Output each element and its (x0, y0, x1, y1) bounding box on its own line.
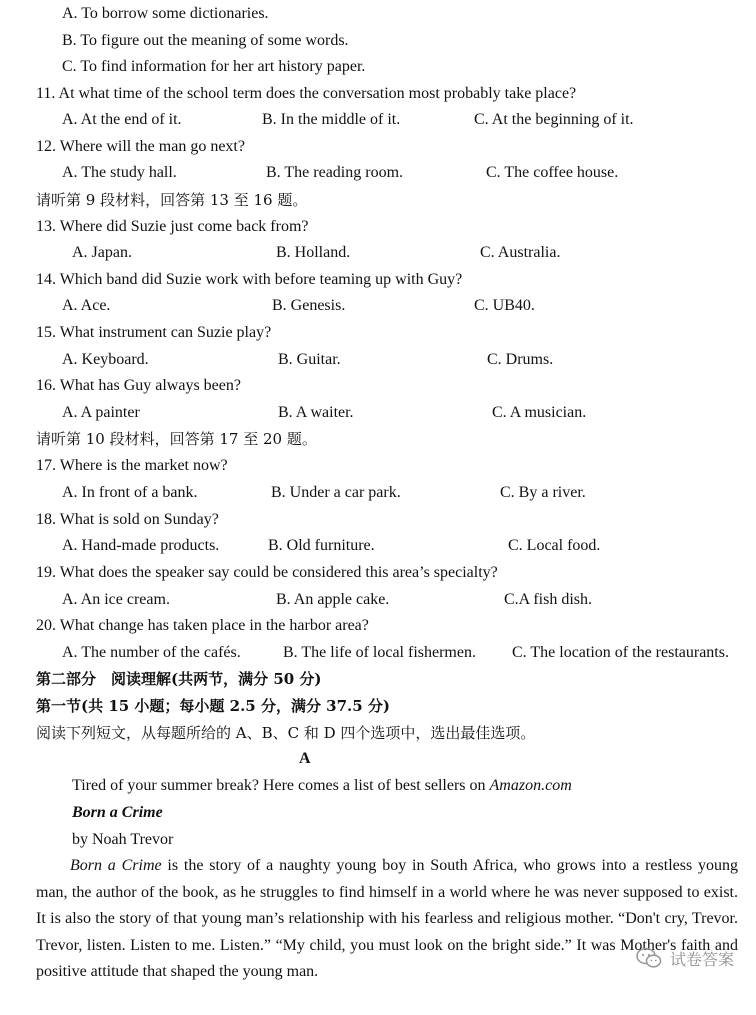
question-stem: 11. At what time of the school term does the conversation most probably take place? (36, 85, 577, 102)
option-c: C. The location of the restaurants. (512, 644, 729, 661)
watermark (636, 945, 734, 971)
passage-body-text: is the story of a naughty young boy in South Africa, who grows into a restless young man, the author of the book, as he struggles to find himself in a world where he was never supposed to exist. It is also the story of that young man’s relationship with his fearless and religious mother. “Don't cry, Trevor. Trevor, listen. Listen to me. Listen.” “My child, you must look on the bright side.” It was Mother's faith and positive attitude that shaped the young man. (36, 857, 739, 981)
q10-option-c: C. To find information for her art history paper. (62, 58, 366, 75)
q10-option-a: A. To borrow some dictionaries. (62, 5, 269, 22)
option-b: B. Genesis. (272, 297, 346, 314)
question-stem: 13. Where did Suzie just come back from? (36, 218, 309, 235)
option-c: C. At the beginning of it. (474, 111, 634, 128)
section-heading: 第一节(共 15 小题；每小题 2.5 分，满分 37.5 分) (36, 697, 391, 715)
option-a: A. Japan. (72, 244, 132, 261)
question-stem: 17. Where is the market now? (36, 457, 228, 474)
option-a: A. An ice cream. (62, 591, 170, 608)
option-b: B. Guitar. (278, 351, 341, 368)
option-b: B. An apple cake. (276, 591, 390, 608)
option-b: B. A waiter. (278, 404, 354, 421)
watermark-text: 试卷答案 (669, 949, 734, 969)
option-c: C. A musician. (492, 404, 587, 421)
option-c: C. By a river. (500, 484, 586, 501)
option-b: B. Holland. (276, 244, 351, 261)
option-b: B. Old furniture. (268, 537, 375, 554)
option-a: A. Keyboard. (62, 351, 149, 368)
book-title: Born a Crime (72, 804, 163, 821)
option-c: C. The coffee house. (486, 164, 619, 181)
question-stem: 15. What instrument can Suzie play? (36, 324, 272, 341)
section-instruction: 请听第 10 段材料，回答第 17 至 20 题。 (36, 430, 317, 448)
option-a: A. Hand-made products. (62, 537, 220, 554)
option-b: B. In the middle of it. (262, 111, 401, 128)
question-stem: 18. What is sold on Sunday? (36, 511, 219, 528)
question-stem: 14. Which band did Suzie work with before teaming up with Guy? (36, 271, 463, 288)
option-a: A. A painter (62, 404, 140, 421)
passage-label: A (299, 750, 311, 767)
question-stem: 16. What has Guy always been? (36, 377, 241, 394)
option-b: B. The reading room. (266, 164, 404, 181)
question-stem: 20. What change has taken place in the harbor area? (36, 617, 369, 634)
passage-intro-text: Tired of your summer break? Here comes a list of best sellers on (72, 777, 490, 794)
option-c: C.A fish dish. (504, 591, 593, 608)
option-b: B. The life of local fishermen. (283, 644, 476, 661)
book-author: by Noah Trevor (72, 831, 174, 848)
section-instruction: 请听第 9 段材料，回答第 13 至 16 题。 (36, 191, 308, 209)
option-c: C. Local food. (508, 537, 601, 554)
question-stem: 19. What does the speaker say could be considered this area’s specialty? (36, 564, 498, 581)
option-c: C. UB40. (474, 297, 535, 314)
option-c: C. Drums. (487, 351, 554, 368)
passage-body-title: Born a Crime (70, 857, 162, 874)
directions: 阅读下列短文，从每题所给的 A、B、C 和 D 四个选项中，选出最佳选项。 (36, 724, 536, 742)
option-a: A. At the end of it. (62, 111, 182, 128)
option-a: A. The number of the cafés. (62, 644, 241, 661)
passage-body (36, 853, 738, 986)
option-a: A. Ace. (62, 297, 111, 314)
question-stem: 12. Where will the man go next? (36, 138, 245, 155)
option-a: A. The study hall. (62, 164, 177, 181)
option-c: C. Australia. (480, 244, 561, 261)
amazon-site: Amazon.com (489, 777, 572, 794)
option-b: B. Under a car park. (271, 484, 401, 501)
passage-intro (72, 775, 572, 797)
part-heading: 第二部分 阅读理解(共两节，满分 50 分) (36, 670, 322, 688)
q10-option-b: B. To figure out the meaning of some words. (62, 32, 349, 49)
wechat-icon (636, 947, 662, 969)
option-a: A. In front of a bank. (62, 484, 198, 501)
